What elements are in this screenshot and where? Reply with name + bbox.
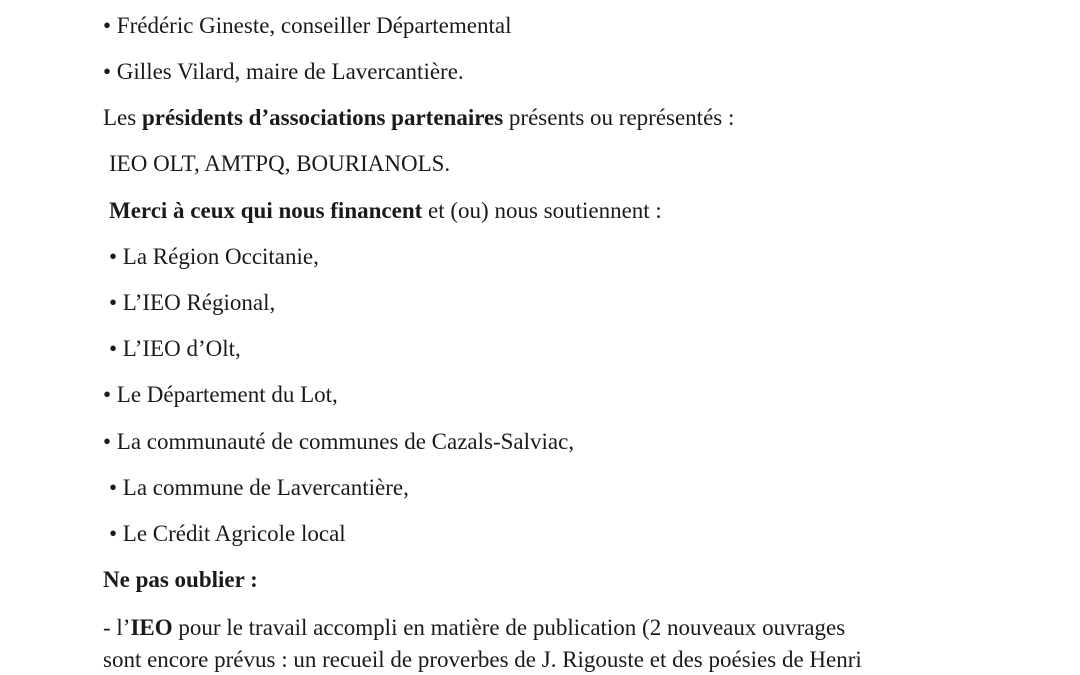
presidents-prefix: Les [103,105,142,130]
list-item-departement: • Le Département du Lot, [103,382,338,407]
list-item-vilard: • Gilles Vilard, maire de Lavercantière. [103,59,464,84]
list-item-ieo-olt: • L’IEO d’Olt, [109,336,241,361]
ieo-paragraph-line-1 [103,614,845,642]
presidents-bold: présidents d’associations partenaires [141,105,504,130]
merci-paragraph [109,197,662,225]
ieo-prefix: - l’ [103,615,131,640]
list-item-commune: • La commune de Lavercantière, [109,475,409,500]
ne-pas-oublier-bold: Ne pas oublier : [103,567,258,592]
ieo-suffix: pour le travail accompli en matière de publication (2 nouveaux ouvrages [172,615,846,640]
associations-list: IEO OLT, AMTPQ, BOURIANOLS. [109,151,451,176]
ieo-paragraph-line-2: sont encore prévus : un recueil de proverbes de J. Rigouste et des poésies de Henri [103,647,862,672]
ne-pas-oublier-heading [103,566,258,594]
list-item-communaute: • La communauté de communes de Cazals-Salviac, [103,429,575,454]
list-item-gineste: • Frédéric Gineste, conseiller Départemental [103,13,512,38]
presidents-paragraph [103,104,734,132]
merci-bold: Merci à ceux qui nous financent [109,198,423,223]
list-item-region: • La Région Occitanie, [109,244,319,269]
list-item-ieo-regional: • L’IEO Régional, [109,290,276,315]
merci-suffix: et (ou) nous soutiennent : [422,198,662,223]
ieo-bold: IEO [130,615,173,640]
list-item-credit-agricole: • Le Crédit Agricole local [109,521,346,546]
presidents-suffix: présents ou représentés : [503,105,735,130]
